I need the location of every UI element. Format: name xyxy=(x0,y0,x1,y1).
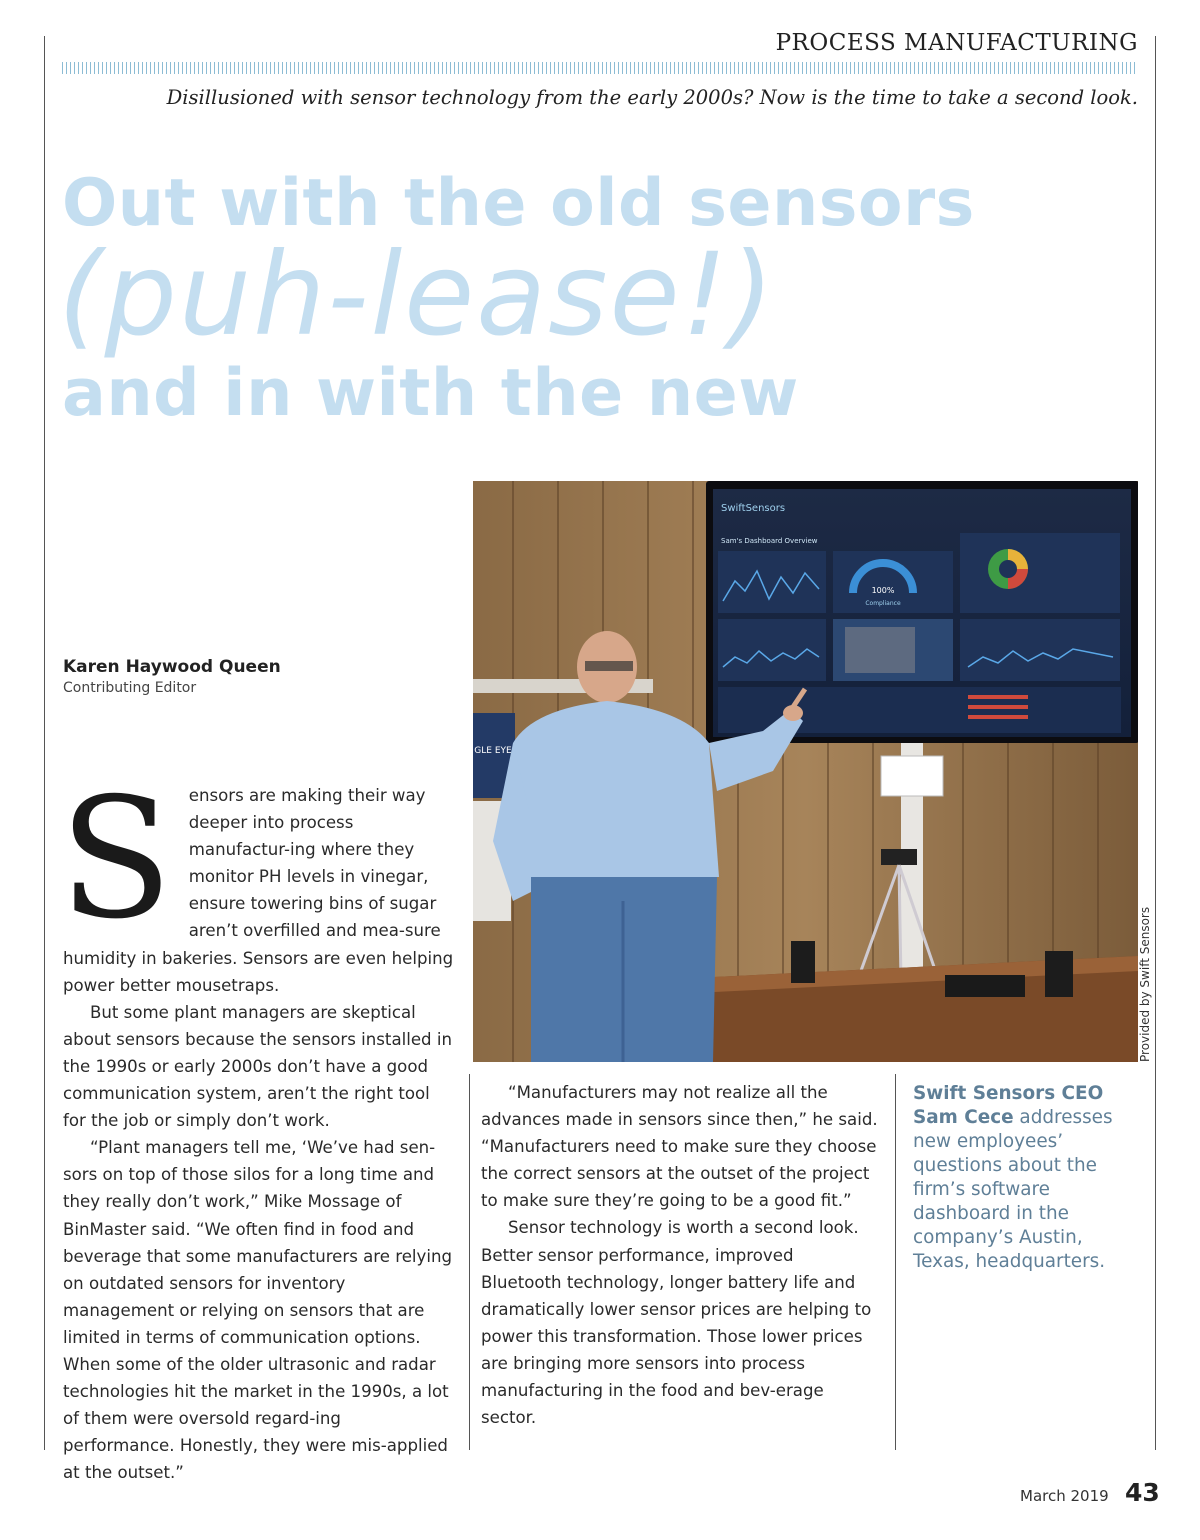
caption-text: addresses new employees’ questions about the firm’s software dashboard in the company’s Austin, Texas, headquarters. xyxy=(913,1107,1113,1272)
page-number: 43 xyxy=(1125,1478,1160,1507)
photo-caption xyxy=(913,1082,1138,1274)
right-margin-rule xyxy=(1155,36,1156,1450)
hatched-divider xyxy=(62,62,1138,74)
headline-line-3: and in with the new xyxy=(62,356,799,431)
paragraph-1: ensors are making their way deeper into process manufactur-ing where they monitor PH levels in vinegar, ensure towering bins of sugar aren’t overfilled and mea-sure humidity in bakeries. Sensors are even helping power better mousetraps. xyxy=(63,786,454,995)
svg-text:Compliance: Compliance xyxy=(865,600,901,607)
paragraph-2: But some plant managers are skeptical about sensors because the sensors installed in the 1990s or early 2000s don’t have a good communication system, aren’t the right tool for the job or simply don’t work. xyxy=(63,1002,452,1131)
svg-text:GLE EYE: GLE EYE xyxy=(474,746,512,756)
svg-text:Sam's Dashboard Overview: Sam's Dashboard Overview xyxy=(721,537,818,545)
svg-text:SwiftSensors: SwiftSensors xyxy=(721,503,786,514)
footer-issue-date: March 2019 xyxy=(1020,1487,1109,1505)
body-column-2 xyxy=(481,1079,879,1431)
caption-separator xyxy=(895,1074,896,1450)
svg-text:100%: 100% xyxy=(871,586,895,595)
byline-name: Karen Haywood Queen xyxy=(63,657,281,677)
left-margin-rule xyxy=(44,36,45,1450)
headline-line-2: (puh-lease!) xyxy=(58,228,776,361)
body-column-1 xyxy=(59,763,456,1486)
headline-line-1: Out with the old sensors xyxy=(62,166,975,241)
column-separator xyxy=(469,1074,470,1450)
paragraph-4: “Manufacturers may not realize all the advances made in sensors since then,” he said. “Manufacturers need to make sure they choose the correct sensors at the outset of the project to make sure they’re going to be a good fit.” xyxy=(481,1083,878,1211)
article-deck: Disillusioned with sensor technology from the early 2000s? Now is the time to take a second look. xyxy=(166,86,1138,109)
paragraph-5: Sensor technology is worth a second look. Better sensor performance, improved Bluetooth technology, longer battery life and dramatically lower sensor prices are helping to power this transformation. Those lower prices are bringing more sensors into process manufacturing in the food and bev-erage sector. xyxy=(481,1218,872,1428)
caption-lead: Swift Sensors CEO Sam Cece xyxy=(913,1083,1104,1128)
drop-cap: S xyxy=(59,763,173,956)
section-label: PROCESS MANUFACTURING xyxy=(775,30,1138,56)
article-photo xyxy=(473,481,1138,1062)
paragraph-3: “Plant managers tell me, ‘We’ve had sen-sors on top of those silos for a long time and they really don’t work,” Mike Mossage of BinMaster said. “We often find in food and beverage that some manufacturers are relying on outdated sensors for inventory management or relying on sensors that are limited in terms of communication options. When some of the older ultrasonic and radar technologies hit the market in the 1990s, a lot of them were oversold regard-ing performance. Honestly, they were mis-applied at the outset.” xyxy=(63,1138,452,1483)
photo-credit: Provided by Swift Sensors xyxy=(1138,906,1152,1062)
byline-role: Contributing Editor xyxy=(63,680,197,696)
